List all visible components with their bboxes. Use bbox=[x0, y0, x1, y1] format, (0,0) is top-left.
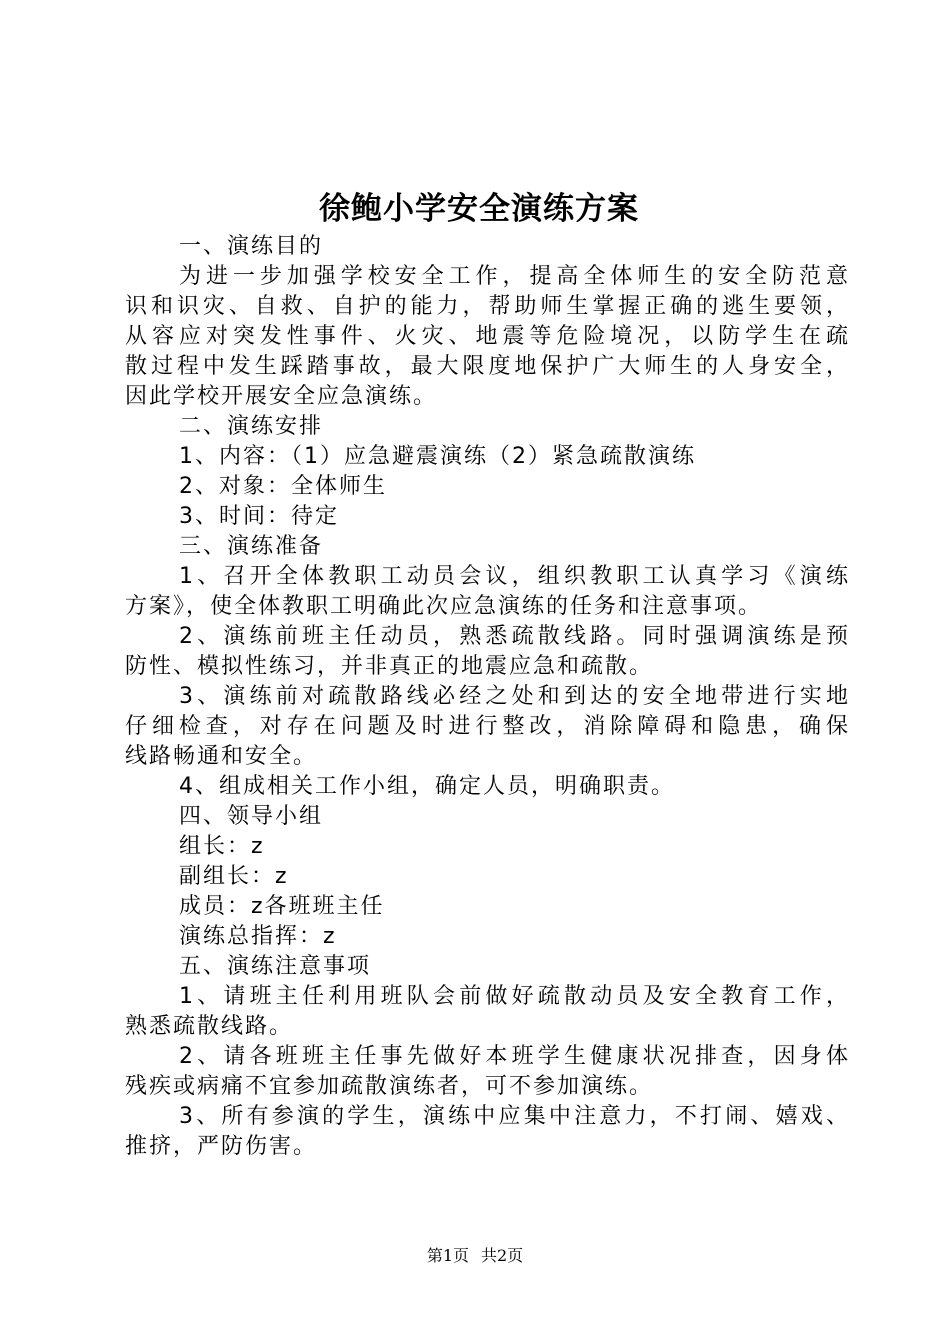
text-line: 1、内容：（1）应急避震演练（2）紧急疏散演练 bbox=[179, 444, 696, 469]
text-line: 散过程中发生踩踏事故，最大限度地保护广大师生的人身安全， bbox=[125, 354, 850, 379]
text-line: 仔细检查，对存在问题及时进行整改，消除障碍和隐患，确保 bbox=[125, 714, 850, 739]
text-line: 组长：z bbox=[179, 834, 265, 859]
text-line: 二、演练安排 bbox=[179, 414, 324, 439]
text-line: 成员：z各班班主任 bbox=[179, 894, 385, 919]
text-line: 2、演练前班主任动员，熟悉疏散线路。同时强调演练是预 bbox=[179, 624, 850, 649]
text-line: 一、演练目的 bbox=[179, 234, 324, 259]
text-line: 3、演练前对疏散路线必经之处和到达的安全地带进行实地 bbox=[179, 684, 850, 709]
page-number-total: 共2页 bbox=[481, 1246, 524, 1265]
text-line: 熟悉疏散线路。 bbox=[125, 1014, 294, 1039]
text-line: 因此学校开展安全应急演练。 bbox=[125, 384, 438, 409]
text-line: 演练总指挥：z bbox=[179, 924, 337, 949]
text-line: 为进一步加强学校安全工作，提高全体师生的安全防范意 bbox=[179, 264, 850, 289]
text-line: 推挤，严防伤害。 bbox=[125, 1134, 318, 1159]
text-line: 五、演练注意事项 bbox=[179, 954, 372, 979]
page-footer bbox=[0, 1244, 950, 1268]
text-line: 线路畅通和安全。 bbox=[125, 744, 318, 769]
text-line: 从容应对突发性事件、火灾、地震等危险境况，以防学生在疏 bbox=[125, 324, 850, 349]
text-line: 防性、模拟性练习，并非真正的地震应急和疏散。 bbox=[125, 654, 654, 679]
text-line: 2、对象：全体师生 bbox=[179, 474, 387, 499]
text-line: 副组长：z bbox=[179, 864, 289, 889]
page-number-current: 第1页 bbox=[426, 1246, 469, 1265]
text-line: 方案》，使全体教职工明确此次应急演练的任务和注意事项。 bbox=[125, 594, 763, 619]
text-line: 3、所有参演的学生，演练中应集中注意力，不打闹、嬉戏、 bbox=[179, 1104, 850, 1129]
text-line: 3、时间：待定 bbox=[179, 504, 339, 529]
text-line: 残疾或病痛不宜参加疏散演练者，可不参加演练。 bbox=[125, 1074, 654, 1099]
document-body bbox=[125, 232, 850, 1162]
text-line: 1、请班主任利用班队会前做好疏散动员及安全教育工作， bbox=[179, 984, 850, 1009]
page-title: 徐鲍小学安全演练方案 bbox=[319, 191, 639, 227]
text-line: 2、请各班班主任事先做好本班学生健康状况排查，因身体 bbox=[179, 1044, 850, 1069]
text-line: 4、组成相关工作小组，确定人员，明确职责。 bbox=[179, 774, 675, 799]
text-line: 三、演练准备 bbox=[179, 534, 324, 559]
text-line: 1、召开全体教职工动员会议，组织教职工认真学习《演练 bbox=[179, 564, 850, 589]
text-line: 识和识灾、自救、自护的能力，帮助师生掌握正确的逃生要领， bbox=[125, 294, 850, 319]
text-line: 四、领导小组 bbox=[179, 804, 324, 829]
